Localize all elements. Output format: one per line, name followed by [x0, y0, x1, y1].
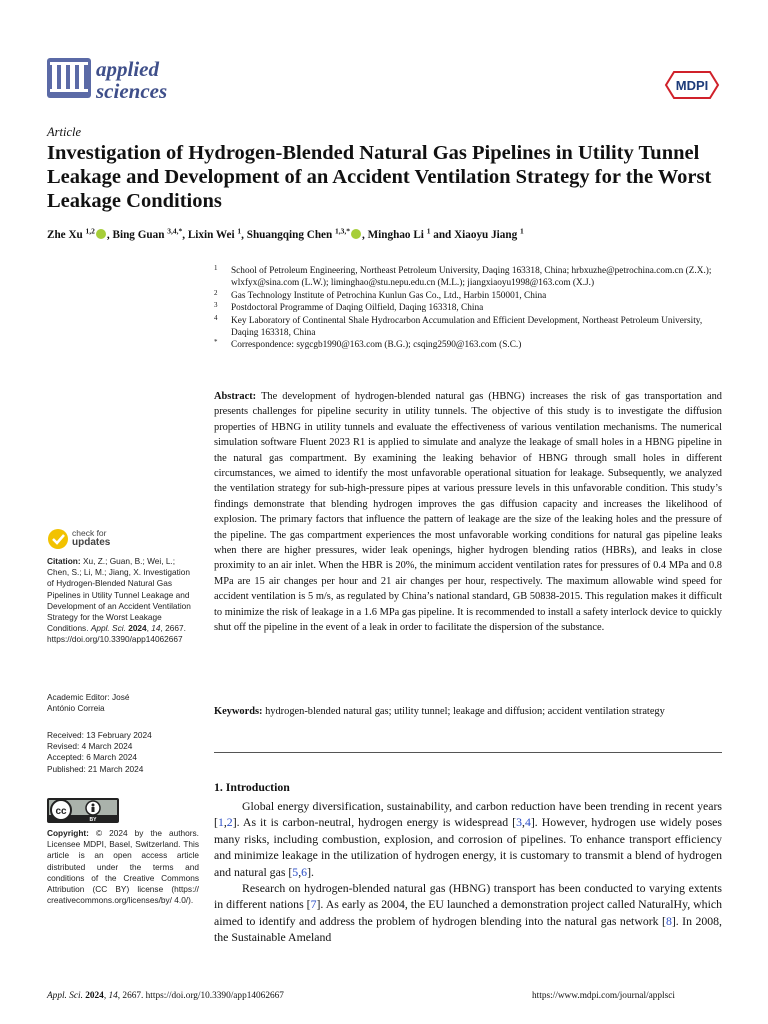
- paragraph: Global energy diversification, sustainability, and carbon reduction have been trending in recent years [1,2]. As it is carbon-neutral, hydrogen energy is widespread [3,4]. However, hydrogen use widely poses many risks, including combustion, explosion, and corrosion of pipelines. To enhance transport efficiency and minimize leakage in the utilization of hydrogen energy, it is customary to transmit a blend of hydrogen and natural gas [5,6].: [214, 799, 722, 879]
- paragraph: Research on hydrogen-blended natural gas (HBNG) transport has been conducted to varying extents in different nations [7]. As early as 2004, the EU launched a demonstration project called NaturalHy, which aimed to identify and address the problem of hydrogen blending into the natural gas network [8]. In 2008, the Sustainable Ameland: [214, 881, 722, 945]
- affiliation-item: 1 School of Petroleum Engineering, Northeast Petroleum University, Daqing 163318, China; hrbxuzhe@petrochina.com.cn (Z.X.); wlxfyx@sina.com (L.W.); liminghao@stu.nepu.edu.cn (M.L.); jiangxiaoyu1998@163.com (X.J.): [214, 264, 712, 289]
- abstract-text: The development of hydrogen-blended natural gas (HBNG) increases the risk of gas transportation and presents challenges for pipeline security in utility tunnels. The objective of this study is to investigate the diffusion properties of HBNG in utility tunnels and evaluate the effectiveness of various ventilation mechanisms. The numerical simulation software Fluent 2023 R1 is applied to simulate and analyze the leakage of small holes in a HBNG pipeline in the natural gas compartment. By examining the leaking behavior of HBNG through small holes in different circumstances, we aimed to identify the most unfavorable operational situation for leakage. Subsequently, we analyzed the ventilation strategy for sub-high-pressure pipes at various pressure levels in this unfavorable condition. This study’s findings demonstrate that blending hydrogen improves the gas diffusion capacity and increases the likelihood of explosion. The primary factors that influence the pattern of leakage are the size of the leaking holes and the pressure of the pipeline. The gas compartment experiences the most unfavorable working conditions for natural gas pipeline leaks when there are higher pressures, wider leak openings, higher hydrogen blending ratios (HBRs), and leaks in close proximity to an air inlet. When the HBR is 20%, the minimum accident ventilation rates for pressures of 0.4 MPa and 0.8 MPa are 15 air changes per hour and 21 air changes per hour, respectively. The maximum allowable wind speed for accident ventilation is 5 m/s, as regulated by China’s national standard, GB 50838-2015. This regulation makes it difficult to minimize the risk of leakage in a 1.6 MPa gas pipeline. It is recommended to install a safety interlock device to quickly shut off the pipeline in the event of a leak in order to facilitate the dispersion of the substance.: [214, 391, 723, 634]
- author: Bing Guan $^{3,4,*}$,: [112, 226, 188, 241]
- author: Xiaoyu Jiang $^1$: [454, 226, 524, 241]
- ref-link[interactable]: 6: [301, 864, 308, 879]
- copyright: Copyright: © 2024 by the authors. Licensee MDPI, Basel, Switzerland. This article is an open access article distributed under the terms and conditions of the Creative Commons Attribution (CC BY) license (https:// creativecommons.org/licenses/by/ 4.0/).: [47, 828, 199, 906]
- abstract: [214, 389, 722, 636]
- section-heading: 1. Introduction: [214, 780, 290, 794]
- ref-link[interactable]: 4: [524, 815, 531, 830]
- svg-text:cc: cc: [55, 806, 67, 817]
- divider: [214, 752, 722, 753]
- orcid-icon[interactable]: [96, 229, 106, 239]
- affiliation-item: 2 Gas Technology Institute of Petrochina Kunlun Gas Co., Ltd., Harbin 150001, China: [214, 288, 547, 301]
- author-list: [47, 226, 737, 241]
- footer-citation: Appl. Sci. 2024, 14, 2667. https://doi.org/10.3390/app14062667: [47, 991, 284, 1001]
- keywords-text: hydrogen-blended natural gas; utility tunnel; leakage and diffusion; accident ventilation strategy: [265, 706, 665, 717]
- check-for-updates-button[interactable]: check for updates: [47, 527, 119, 551]
- mdpi-logo-icon: [664, 70, 720, 100]
- svg-text:BY: BY: [89, 817, 97, 823]
- ref-link[interactable]: 8: [665, 913, 672, 928]
- affiliation-item: 3 Postdoctoral Programme of Daqing Oilfield, Daqing 163318, China: [214, 301, 484, 314]
- keywords: [214, 704, 722, 719]
- author: Lixin Wei $^1$,: [187, 226, 247, 241]
- journal-logo-icon: [47, 58, 91, 98]
- orcid-icon[interactable]: [351, 229, 361, 239]
- keywords-label: Keywords:: [214, 706, 263, 717]
- publisher-name: MDPI: [675, 78, 709, 93]
- journal-name: applied sciences: [96, 57, 168, 103]
- author: Shuangqing Chen $^{1,3,*}$ ,: [246, 226, 368, 241]
- ref-link[interactable]: 5: [292, 864, 299, 879]
- author: Zhe Xu $^{1,2}$ ,: [47, 226, 113, 241]
- publication-dates: Received: 13 February 2024 Revised: 4 March 2024 Accepted: 6 March 2024 Published: 21 March 2024: [47, 730, 152, 774]
- affiliations: [214, 265, 724, 352]
- citation: Citation: Xu, Z.; Guan, B.; Wei, L.; Chen, S.; Li, M.; Jiang, X. Investigation of Hydrogen-Blended Natural Gas Pipelines in Utility Tunnel Leakage and Development of an Accident Ventilation Strategy for the Worst Leakage Conditions. Appl. Sci. 2024, 14, 2667. https://doi.org/10.3390/app14062667: [47, 556, 191, 645]
- affiliation-item: * Correspondence: sygcgb1990@163.com (B.G.); csqing2590@163.com (S.C.): [214, 338, 522, 351]
- cc-by-license-icon[interactable]: [47, 798, 119, 823]
- affiliation-item: 4 Key Laboratory of Continental Shale Hydrocarbon Accumulation and Efficient Development, Northeast Petroleum University, Daqing 163318, China: [214, 313, 703, 339]
- ref-link[interactable]: 1: [217, 815, 224, 830]
- author: Minghao Li $^1$ and: [367, 226, 455, 241]
- ref-link[interactable]: 2: [226, 815, 233, 830]
- check-updates-icon: [47, 528, 69, 550]
- abstract-label: Abstract:: [214, 391, 257, 402]
- ref-link[interactable]: 7: [310, 897, 317, 912]
- paper-title: Investigation of Hydrogen-Blended Natural Gas Pipelines in Utility Tunnel Leakage and Development of an Accident Ventilation Strategy for the Worst Leakage Conditions: [47, 142, 712, 212]
- article-type: Article: [47, 125, 82, 139]
- academic-editor: Academic Editor: José António Correia: [47, 692, 130, 714]
- ref-link[interactable]: 3: [516, 815, 522, 830]
- footer-journal-url[interactable]: https://www.mdpi.com/journal/applsci: [532, 991, 675, 1001]
- section-body: [214, 798, 722, 946]
